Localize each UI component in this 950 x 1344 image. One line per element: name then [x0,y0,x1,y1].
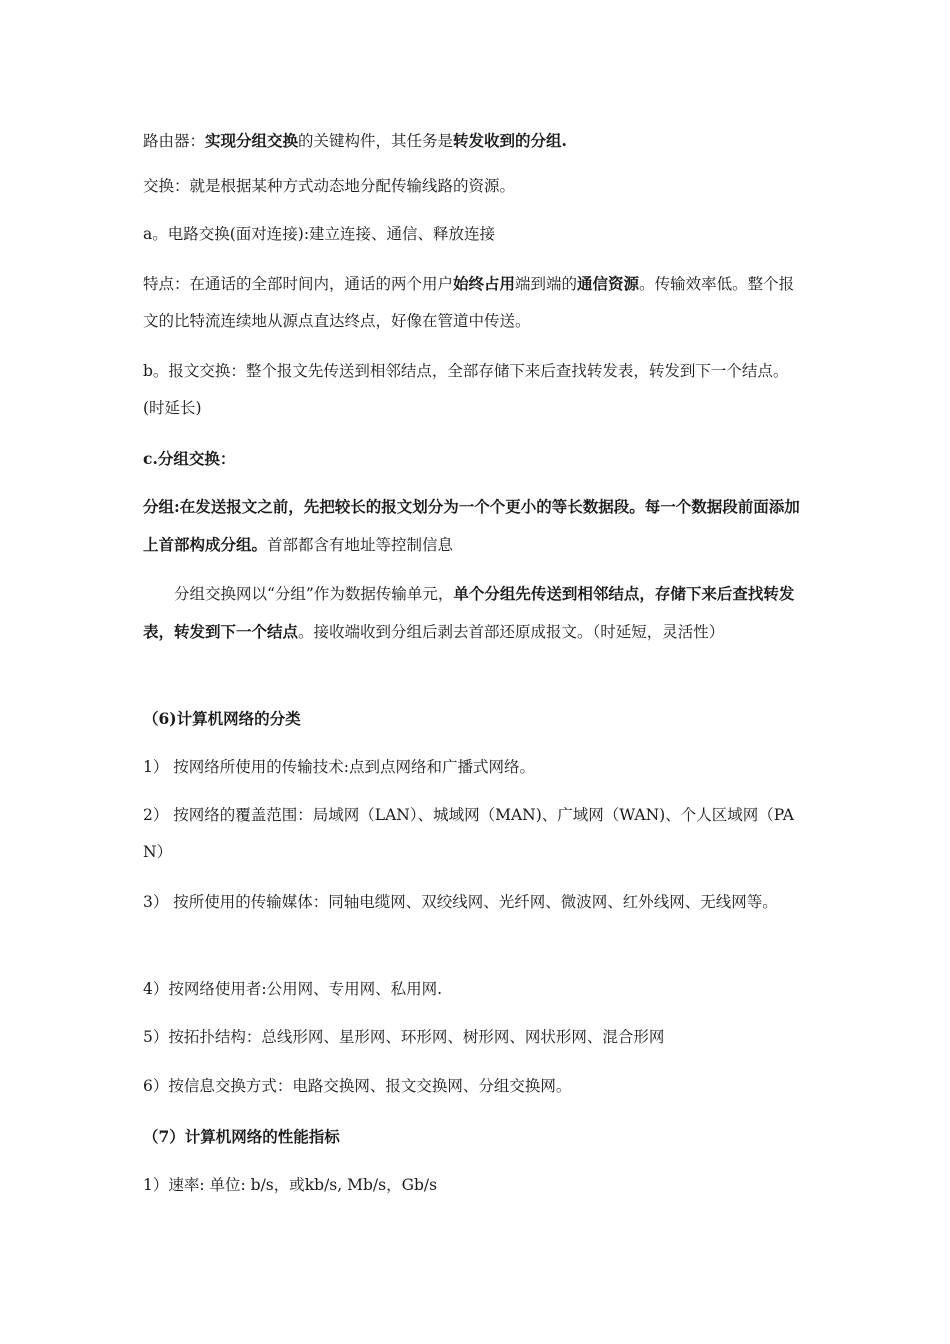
switching-definition: 交换：就是根据某种方式动态地分配传输线路的资源。 [143,177,516,195]
circuit-feature: 特点：在通话的全部时间内，通话的两个用户始终占用端到端的通信资源。传输效率低。整个报文的比特流连续地从源点直达终点，好像在管道中传送。 [143,274,795,330]
classification-item-4: 4）按网络使用者:公用网、专用网、私用网. [143,980,443,998]
classification-item-2: 2） 按网络的覆盖范围：局域网（LAN）、城域网（MAN)、广域网（WAN)、个人区域网（PAN） [143,806,794,861]
packet-switching-title: c.分组交换： [143,449,236,468]
classification-item-1: 1） 按网络所使用的传输技术:点到点网络和广播式网络。 [143,758,536,776]
classification-title: （6)计算机网络的分类 [143,709,301,728]
classification-item-6: 6）按信息交换方式：电路交换网、报文交换网、分组交换网。 [143,1077,572,1095]
message-switching: b。报文交换：整个报文先传送到相邻结点，全部存储下来后查找转发表，转发到下一个结点。(时延长) [143,362,789,417]
performance-title: （7）计算机网络的性能指标 [143,1127,340,1146]
performance-item-1: 1）速率: 单位: b/s，或kb/s, Mb/s，Gb/s [143,1176,438,1194]
packet-definition: 分组:在发送报文之前，先把较长的报文划分为一个个更小的等长数据段。每一个数据段前面添加上首部构成分组。首部都含有地址等控制信息 [143,497,800,554]
classification-item-3: 3） 按所使用的传输媒体：同轴电缆网、双绞线网、光纤网、微波网、红外线网、无线网等。 [143,893,778,911]
circuit-switching: a。电路交换(面对连接):建立连接、通信、释放连接 [143,225,496,243]
router-line: 路由器：实现分组交换的关键构件，其任务是转发收到的分组. [143,131,567,150]
classification-item-5: 5）按拓扑结构：总线形网、星形网、环形网、树形网、网状形网、混合形网 [143,1028,665,1046]
packet-network: 分组交换网以“分组”作为数据传输单元，单个分组先传送到相邻结点，存储下来后查找转发表，转发到下一个结点。接收端收到分组后剥去首部还原成报文。（时延短，灵活性） [143,584,795,641]
